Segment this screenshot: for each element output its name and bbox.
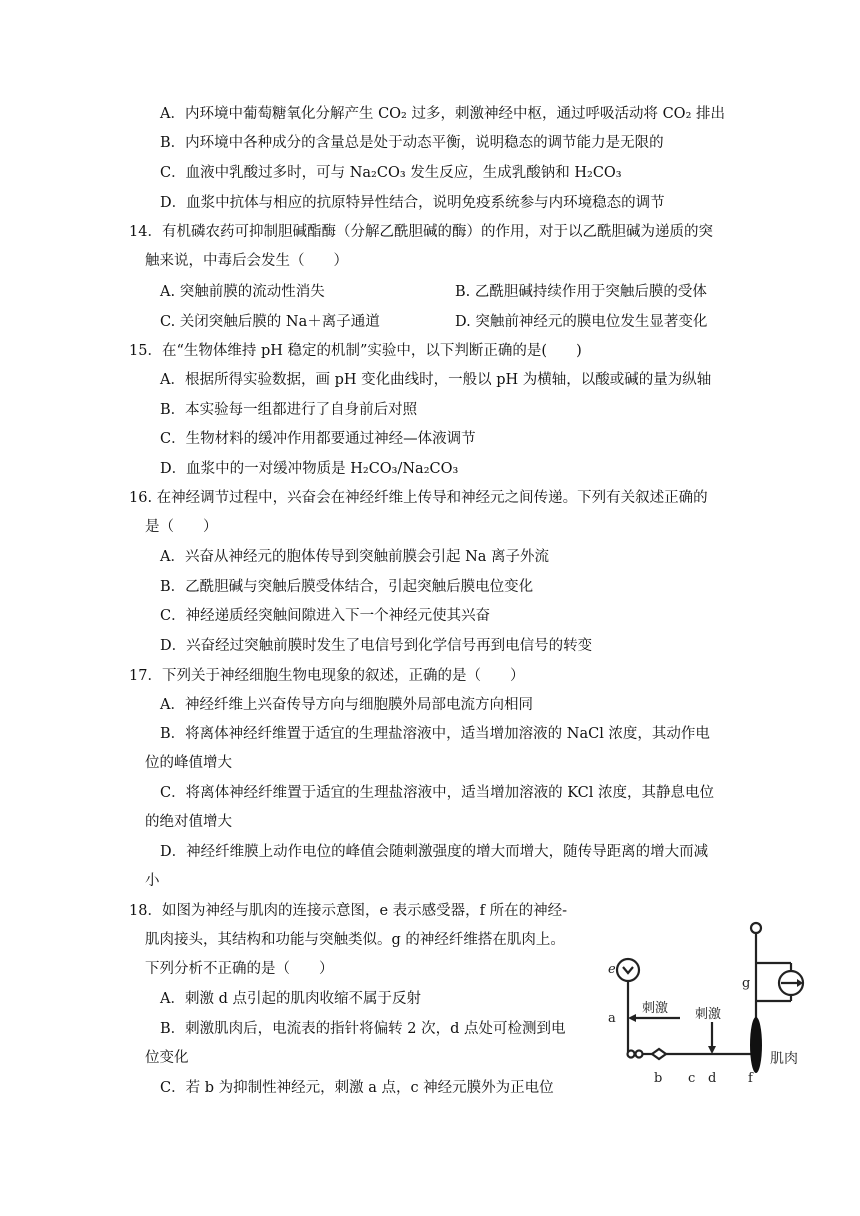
q13-option-d: D．血浆中抗体与相应的抗原特异性结合，说明免疫系统参与内环境稳态的调节 xyxy=(160,195,665,211)
stim-arrowhead-a xyxy=(628,1014,636,1022)
q17-option-d-line1: D．神经纤维膜上动作电位的峰值会随刺激强度的增大而增大，随传导距离的增大而减 xyxy=(160,844,709,860)
q18-stem-line3: 下列分析不正确的是（ ） xyxy=(145,961,334,977)
receptor-circle xyxy=(617,959,639,981)
label-stimulus-a: 刺激 xyxy=(642,1001,669,1016)
q16-option-b: B．乙酰胆碱与突触后膜受体结合，引起突触后膜电位变化 xyxy=(160,579,534,595)
q15-option-d: D．血浆中的一对缓冲物质是 H₂CO₃/Na₂CO₃ xyxy=(160,461,459,477)
q18-option-b-line1: B．刺激肌肉后，电流表的指针将偏转 2 次，d 点处可检测到电 xyxy=(160,1021,566,1037)
label-f: f xyxy=(748,1071,753,1086)
q17-option-a: A．神经纤维上兴奋传导方向与细胞膜外局部电流方向相同 xyxy=(160,697,533,713)
synapse-circle-1 xyxy=(628,1051,635,1058)
q18-stem-line1: 18．如图为神经与肌肉的连接示意图，e 表示感受器，f 所在的神经- xyxy=(129,903,568,919)
label-d: d xyxy=(708,1071,717,1086)
q16-stem-line1: 16. 在神经调节过程中，兴奋会在神经纤维上传导和神经元之间传递。下列有关叙述正确的 xyxy=(129,490,708,506)
q18-option-a: A．刺激 d 点引起的肌肉收缩不属于反射 xyxy=(160,991,421,1007)
nerve-muscle-diagram xyxy=(590,915,840,1095)
receptor-y xyxy=(623,967,633,973)
q14-option-b: B. 乙酰胆碱持续作用于突触后膜的受体 xyxy=(455,284,707,300)
q13-option-b: B．内环境中各种成分的含量总是处于动态平衡，说明稳态的调节能力是无限的 xyxy=(160,135,664,151)
q17-option-c-line2: 的绝对值增大 xyxy=(145,814,232,830)
q14-option-c: C. 关闭突触后膜的 Na＋离子通道 xyxy=(160,314,380,330)
label-g: g xyxy=(742,976,751,991)
label-a: a xyxy=(608,1011,616,1026)
q16-option-a: A．兴奋从神经元的胞体传导到突触前膜会引起 Na 离子外流 xyxy=(160,549,550,565)
label-e: e xyxy=(608,962,616,977)
q18-stem-line2: 肌肉接头，其结构和功能与突触类似。g 的神经纤维搭在肌肉上。 xyxy=(145,932,565,948)
q17-option-c-line1: C．将离体神经纤维置于适宜的生理盐溶液中，适当增加溶液的 KCl 浓度，其静息电位 xyxy=(160,785,714,801)
q18-option-c: C．若 b 为抑制性神经元，刺激 a 点，c 神经元膜外为正电位 xyxy=(160,1080,554,1096)
q13-option-c: C．血液中乳酸过多时，可与 Na₂CO₃ 发生反应，生成乳酸钠和 H₂CO₃ xyxy=(160,165,622,181)
q15-stem: 15．在“生物体维持 pH 稳定的机制”实验中，以下判断正确的是( ) xyxy=(129,343,582,359)
label-stimulus-d: 刺激 xyxy=(695,1007,722,1022)
q15-option-a: A．根据所得实验数据，画 pH 变化曲线时，一般以 pH 为横轴，以酸或碱的量为纵轴 xyxy=(160,372,712,388)
q17-option-b-line2: 位的峰值增大 xyxy=(145,755,232,771)
neuron-b xyxy=(652,1049,666,1059)
q16-option-d: D．兴奋经过突触前膜时发生了电信号到化学信号再到电信号的转变 xyxy=(160,638,593,654)
q17-stem: 17．下列关于神经细胞生物电现象的叙述，正确的是（ ） xyxy=(129,668,525,684)
synapse-circle-2 xyxy=(636,1051,643,1058)
g-fiber-top xyxy=(751,923,761,933)
q17-option-b-line1: B．将离体神经纤维置于适宜的生理盐溶液中，适当增加溶液的 NaCl 浓度，其动作电 xyxy=(160,726,710,742)
q14-stem-line2: 触来说，中毒后会发生（ ） xyxy=(145,253,348,269)
q15-option-b: B．本实验每一组都进行了自身前后对照 xyxy=(160,402,418,418)
muscle xyxy=(750,1017,762,1073)
label-muscle: 肌肉 xyxy=(770,1051,798,1067)
q17-option-d-line2: 小 xyxy=(145,873,160,889)
q13-option-a: A．内环境中葡萄糖氧化分解产生 CO₂ 过多，刺激神经中枢，通过呼吸活动将 CO₂ 排出 xyxy=(160,106,725,122)
label-c: c xyxy=(688,1071,696,1086)
nerve-muscle-svg xyxy=(590,915,840,1095)
label-b: b xyxy=(654,1071,663,1086)
q14-option-d: D. 突触前神经元的膜电位发生显著变化 xyxy=(455,314,708,330)
q14-stem-line1: 14．有机磷农药可抑制胆碱酯酶（分解乙酰胆碱的酶）的作用，对于以乙酰胆碱为递质的突 xyxy=(129,224,713,240)
q16-stem-line2: 是（ ） xyxy=(145,519,218,535)
stim-arrowhead-d xyxy=(708,1046,716,1054)
q15-option-c: C．生物材料的缓冲作用都要通过神经—体液调节 xyxy=(160,431,476,447)
q14-option-a: A. 突触前膜的流动性消失 xyxy=(160,284,325,300)
q16-option-c: C．神经递质经突触间隙进入下一个神经元使其兴奋 xyxy=(160,608,491,624)
q18-option-b-line2: 位变化 xyxy=(145,1050,189,1066)
